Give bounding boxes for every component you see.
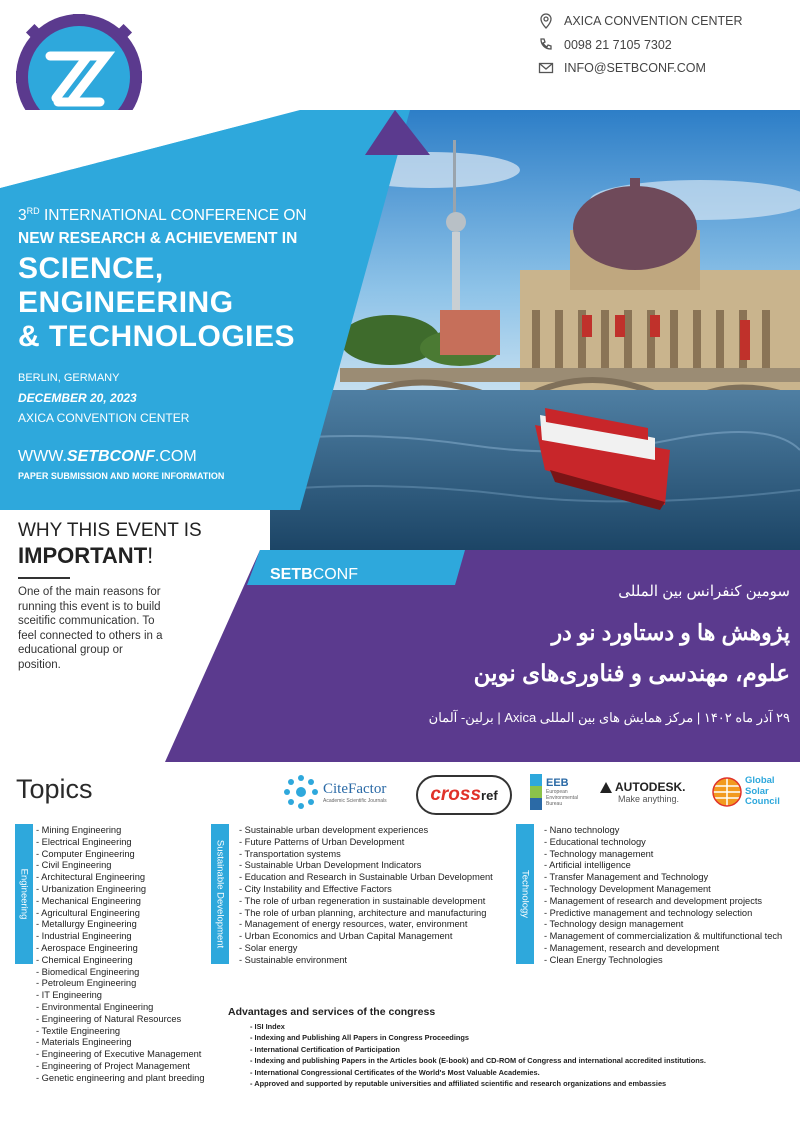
partner-crossref: cross ref: [416, 775, 512, 815]
topic-item: - Education and Research in Sustainable Urban Development: [239, 872, 493, 883]
technology-topic-list: [544, 825, 796, 967]
persian-line-4: ۲۹ آذر ماه ۱۴۰۲ | مرکز همایش های بین المللی Axica | برلین- آلمان: [428, 710, 790, 725]
sustainable-topic-list: [239, 825, 514, 967]
engineering-topic-list: [36, 825, 221, 1085]
conference-subtitle-1: 3RD INTERNATIONAL CONFERENCE ON: [18, 206, 307, 225]
partner-eeb: EEB European Environmental Bureau: [530, 772, 586, 812]
location-pin-icon: [538, 13, 554, 29]
conference-title-2: ENGINEERING: [18, 286, 234, 319]
topic-item: - Clean Energy Technologies: [544, 954, 663, 965]
topic-item: - Transfer Management and Technology: [544, 872, 709, 883]
topic-item: - Solar energy: [239, 942, 298, 953]
topic-item: - Technology management: [544, 848, 654, 859]
topic-item: - Technology Development Management: [544, 883, 711, 894]
conference-website[interactable]: WWW.SETBCONF.COM: [18, 448, 197, 465]
topic-item: - Genetic engineering and plant breeding: [36, 1072, 205, 1083]
topic-item: - Engineering of Executive Management: [36, 1049, 202, 1060]
persian-line-3: علوم، مهندسی و فناوری‌های نوین: [473, 660, 790, 686]
topic-item: - Sustainable urban development experiences: [239, 825, 429, 835]
topic-item: - Materials Engineering: [36, 1037, 132, 1048]
topic-item: - Management of commercialization & multifunctional tech: [544, 931, 783, 942]
topic-item: - Mining Engineering: [36, 825, 122, 835]
partner-autodesk: AUTODESK. Make anything.: [600, 772, 685, 812]
topic-item: - Environmental Engineering: [36, 1001, 154, 1012]
conference-title-3: & TECHNOLOGIES: [18, 320, 296, 353]
topic-item: - Future Patterns of Urban Development: [239, 836, 405, 847]
advantage-item: - International Certification of Participation: [250, 1044, 400, 1054]
conference-location: BERLIN, GERMANY: [18, 372, 120, 384]
topic-item: - Sustainable Urban Development Indicators: [239, 860, 422, 871]
persian-brand: SETBCONF: [270, 566, 358, 583]
topic-item: - Aerospace Engineering: [36, 942, 138, 953]
persian-band: [165, 550, 800, 762]
topic-item: - Computer Engineering: [36, 848, 135, 859]
topic-item: - Chemical Engineering: [36, 954, 133, 965]
persian-line-2: پژوهش ها و دستاورد نو در: [551, 620, 790, 645]
citefactor-icon: [283, 774, 319, 810]
conference-title-1: SCIENCE,: [18, 252, 164, 285]
topic-item: - Electrical Engineering: [36, 836, 132, 847]
autodesk-icon: [600, 782, 612, 793]
advantage-item: - Indexing and publishing Papers in the Articles book (E-book) and CD-ROM of Congress and international accredited institutions.: [250, 1056, 706, 1066]
topic-item: - Civil Engineering: [36, 860, 112, 871]
persian-line-1: سومین کنفرانس بین المللی: [618, 583, 790, 600]
conference-subtitle-2: NEW RESEARCH & ACHIEVEMENT IN: [18, 230, 298, 247]
topic-item: - Engineering of Project Management: [36, 1060, 191, 1071]
topic-item: - Biomedical Engineering: [36, 966, 140, 977]
topic-item: - Agricultural Engineering: [36, 907, 140, 918]
contact-venue: AXICA CONVENTION CENTER: [538, 13, 743, 29]
why-body: One of the main reasons for running this event is to build sceitific communication. To feel connected to others in a educational group or position.: [18, 586, 163, 671]
contact-phone: 0098 21 7105 7302: [538, 37, 672, 53]
advantage-item: - International Congressional Certificates of the World's Most Valuable Academies.: [250, 1067, 540, 1077]
website-note: PAPER SUBMISSION AND MORE INFORMATION: [18, 471, 225, 481]
topic-item: - City Instability and Effective Factors: [239, 883, 392, 894]
advantage-item: - ISI Index: [250, 1022, 285, 1031]
tab-sustainable-development: Sustainable Development: [211, 824, 229, 964]
eeb-icon: [530, 774, 542, 810]
topic-item: - Predictive management and technology selection: [544, 907, 753, 918]
topic-item: - Management of research and development projects: [544, 895, 763, 906]
contact-email[interactable]: INFO@SETBCONF.COM: [538, 60, 706, 76]
tab-engineering: Engineering: [15, 824, 33, 964]
topic-item: - Metallurgy Engineering: [36, 919, 137, 930]
conference-venue: AXICA CONVENTION CENTER: [18, 411, 190, 425]
topic-item: - IT Engineering: [36, 990, 102, 1001]
topic-item: - Management, research and development: [544, 942, 720, 953]
topic-item: - Architectural Engineering: [36, 872, 146, 883]
advantages-section: [228, 1006, 706, 1089]
topic-item: - Technology design management: [544, 919, 684, 930]
topic-item: - Educational technology: [544, 836, 646, 847]
advantage-item: - Indexing and Publishing All Papers in Congress Proceedings: [250, 1033, 470, 1043]
topic-item: - Engineering of Natural Resources: [36, 1013, 182, 1024]
topic-item: - Management of energy resources, water, environment: [239, 919, 468, 930]
topic-item: - Urbanization Engineering: [36, 883, 147, 894]
advantages-title: Advantages and services of the congress: [228, 1006, 436, 1018]
topic-item: - Industrial Engineering: [36, 931, 132, 942]
topics-heading: Topics: [16, 774, 93, 804]
topic-item: - The role of urban planning, architecture and manufacturing: [239, 907, 487, 918]
topic-item: - Sustainable environment: [239, 954, 348, 965]
conference-date: DECEMBER 20, 2023: [18, 391, 137, 405]
topic-item: - The role of urban regeneration in sustainable development: [239, 895, 486, 906]
topic-item: - Nano technology: [544, 825, 620, 835]
topic-item: - Textile Engineering: [36, 1025, 121, 1036]
topic-item: - Petroleum Engineering: [36, 978, 137, 989]
phone-icon: [538, 37, 554, 53]
topic-item: - Urban Economics and Urban Capital Management: [239, 931, 453, 942]
tab-technology: Technology: [516, 824, 534, 964]
advantage-item: - Approved and supported by reputable universities and affiliated scientific and research organizations and embassies: [250, 1079, 667, 1089]
partner-global-solar-council: Global Solar Council: [712, 772, 780, 812]
topic-item: - Transportation systems: [239, 848, 341, 859]
why-heading-1: WHY THIS EVENT IS: [18, 520, 202, 541]
conference-panel: [0, 110, 430, 510]
topic-item: - Artificial intelligence: [544, 860, 631, 871]
advantages-list: [250, 1021, 706, 1089]
partner-citefactor: CiteFactor Academic Scientific Journals: [283, 772, 387, 812]
why-heading-2: IMPORTANT!: [18, 543, 154, 568]
why-divider: [18, 577, 70, 579]
topic-item: - Mechanical Engineering: [36, 895, 141, 906]
mail-icon: [538, 60, 554, 76]
sun-icon: [712, 777, 742, 807]
